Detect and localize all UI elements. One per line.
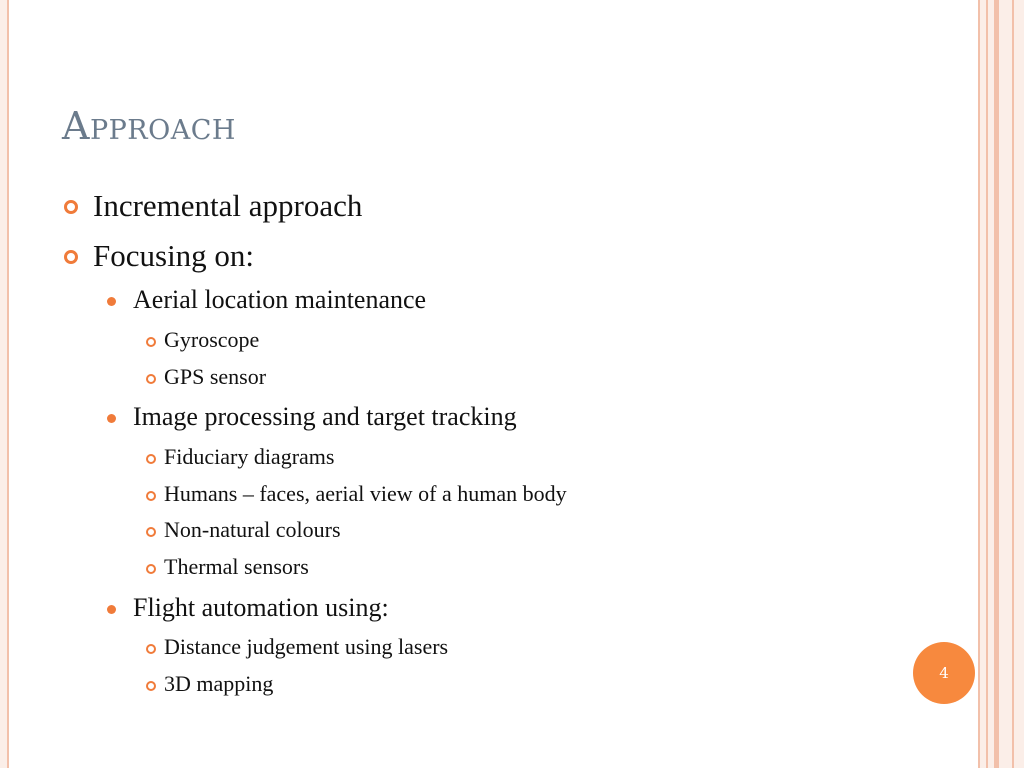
bullet-item: Incremental approach xyxy=(93,188,363,223)
bullet-dot-icon xyxy=(107,297,116,306)
bullet-item: Image processing and target tracking xyxy=(133,402,517,431)
bullet-item: Distance judgement using lasers xyxy=(164,634,449,659)
bullet-ring-icon xyxy=(146,527,156,537)
bullet-item: Focusing on: xyxy=(93,238,255,273)
bullet-item: Non-natural colours xyxy=(164,517,341,542)
bullet-ring-icon xyxy=(64,250,78,264)
bullet-item: Flight automation using: xyxy=(133,593,389,622)
bullet-item: 3D mapping xyxy=(164,671,274,696)
bullet-dot-icon xyxy=(107,605,116,614)
bullet-ring-icon xyxy=(146,681,156,691)
bullet-ring-icon xyxy=(146,374,156,384)
bullet-ring-icon xyxy=(146,644,156,654)
slide-title: Approach xyxy=(62,104,236,148)
bullet-ring-icon xyxy=(146,564,156,574)
bullet-ring-icon xyxy=(146,454,156,464)
bullet-item: Humans – faces, aerial view of a human body xyxy=(164,481,567,506)
right-stripe xyxy=(1012,0,1014,768)
bullet-dot-icon xyxy=(107,414,116,423)
bullet-item: Aerial location maintenance xyxy=(133,285,427,314)
bullet-ring-icon xyxy=(64,200,78,214)
bullet-item: Gyroscope xyxy=(164,327,260,352)
page-number: 4 xyxy=(939,664,949,682)
bullet-item: GPS sensor xyxy=(164,364,267,389)
page-number-badge xyxy=(913,642,975,704)
bullet-ring-icon xyxy=(146,491,156,501)
bullet-item: Fiduciary diagrams xyxy=(164,444,335,469)
bullet-ring-icon xyxy=(146,337,156,347)
bullet-item: Thermal sensors xyxy=(164,554,309,579)
